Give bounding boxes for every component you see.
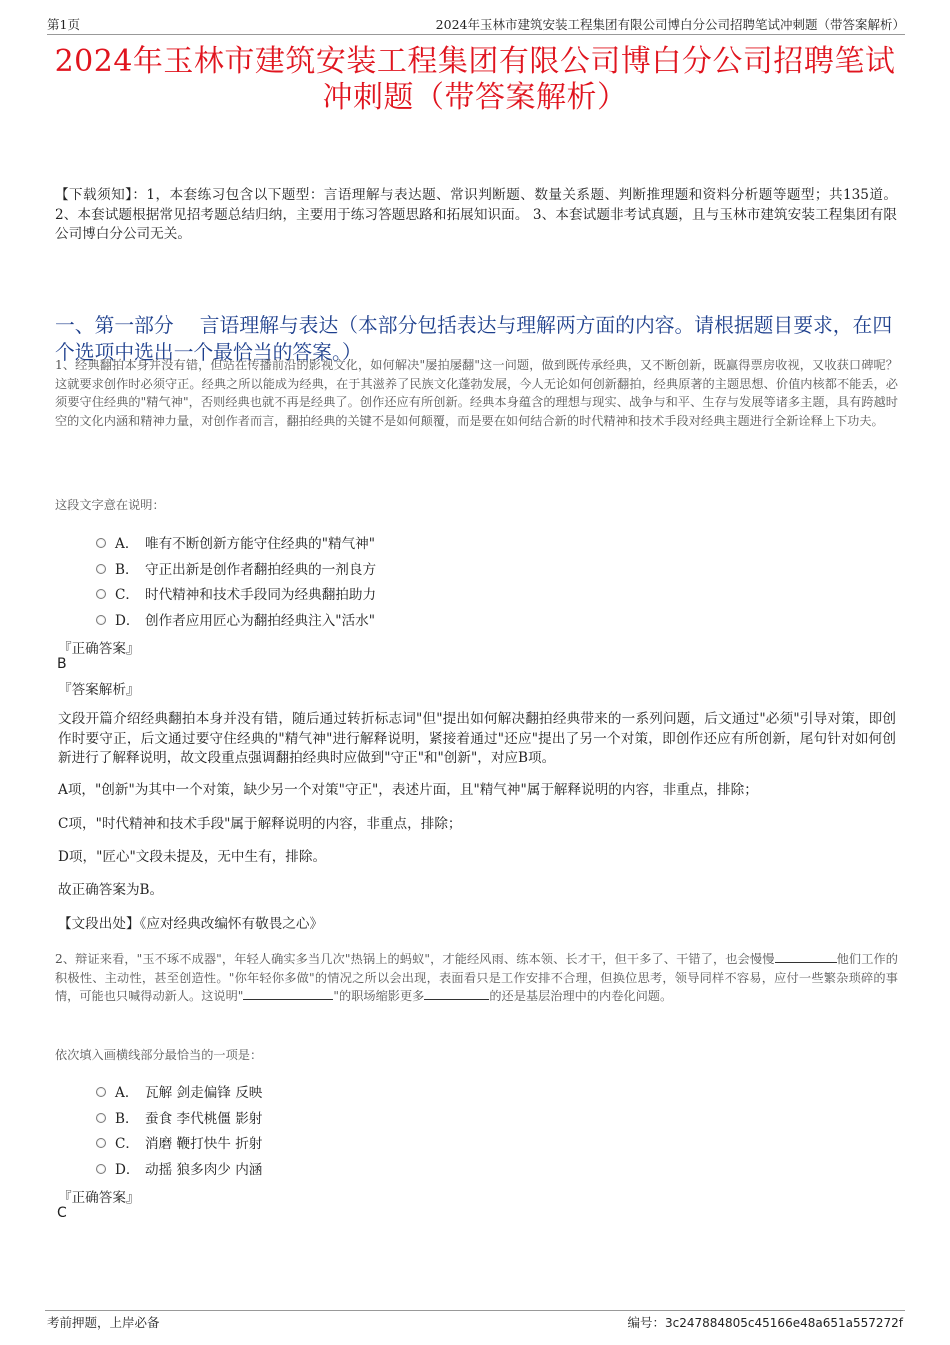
answer-label: 『正确答案』 bbox=[58, 641, 140, 657]
analysis-source: 【文段出处】《应对经典改编怀有敬畏之心》 bbox=[58, 916, 324, 932]
download-notice: 【下载须知】：1，本套练习包含以下题型：言语理解与表达题、常识判断题、数量关系题、判断推理题和资料分析题等题型；共135道。 2、本套试题根据常见招考题总结归纳，主要用于练习答题思路和拓展知识面。 3、本套试题非考试真题，且与玉林市建筑安装工程集团有限公司博白分公司无关。 bbox=[55, 187, 897, 242]
analysis-paragraph: A项，"创新"为其中一个对策，缺少另一个对策"守正"，表述片面，且"精气神"属于解释说明的内容，非重点，排除； bbox=[58, 782, 758, 798]
analysis-paragraph: D项，"匠心"文段未提及，无中生有，排除。 bbox=[58, 849, 327, 865]
footer-code: 编号：3c247884805c45166e48a651a557272f bbox=[627, 1315, 903, 1330]
footer-slogan: 考前押题，上岸必备 bbox=[47, 1315, 160, 1330]
radio-icon[interactable] bbox=[96, 538, 106, 548]
question-2-text: 2、辩证来看，"玉不琢不成器"，年轻人确实多当几次"热锅上的蚂蚁"，才能经风雨、练本领、长才干，但干多了、干错了，也会慢慢 他们工作的积极性、主动性，甚至创造性。"你年轻你多做"的情况之所以会出现，表面看只是工作安排不合理，但换位思考，领导同样不容易，应付一些繁杂琐碎的事情，可能也只喊得动新人。这说明" "的职场缩影更多 的还是基层治理中的内卷化问题。 bbox=[55, 952, 898, 1003]
fill-blank-1[interactable] bbox=[775, 950, 837, 963]
radio-icon[interactable] bbox=[96, 1113, 106, 1123]
analysis-paragraph: C项，"时代精神和技术手段"属于解释说明的内容，非重点，排除； bbox=[58, 816, 462, 832]
footer-divider bbox=[45, 1310, 905, 1311]
radio-icon[interactable] bbox=[96, 589, 106, 599]
analysis-conclusion: 故正确答案为B。 bbox=[58, 882, 164, 898]
analysis-paragraph: 文段开篇介绍经典翻拍本身并没有错，随后通过转折标志词"但"提出如何解决翻拍经典带来的一系列问题，后文通过"必须"引导对策，即创作时要守正，后文通过要守住经典的"精气神"进行解释说明，紧接着通过"还应"提出了另一个对策，即创作还应有所创新，尾句针对如何创新进行了解释说明，故文段重点强调翻拍经典时应做到"守正"和"创新"，对应B项。 bbox=[58, 711, 896, 766]
fill-blank-2[interactable] bbox=[243, 987, 333, 1000]
question-1-prompt: 这段文字意在说明： bbox=[55, 498, 165, 512]
page-header bbox=[47, 14, 905, 35]
analysis-label: 『答案解析』 bbox=[58, 682, 140, 698]
title-line-2: 冲刺题（带答案解析） bbox=[322, 80, 628, 115]
document-title bbox=[40, 44, 910, 116]
page-number: 第1页 bbox=[47, 17, 80, 32]
radio-icon[interactable] bbox=[96, 1138, 106, 1148]
document-page: 第1页 2024年玉林市建筑安装工程集团有限公司博白分公司招聘笔试冲刺题（带答案解析） 2024年玉林市建筑安装工程集团有限公司博白分公司招聘笔试 冲刺题（带答案解析） 【下载须知】：1，本套练习包含以下题型：言语理解与表达题、常识判断题、数量关系题、判断推理题和资料分析题等题型；共135道。 2、本套试题根据常见招考题总结归纳，主要用于练习答题思路和拓展知识面。 3、本套试题非考试真题，且与玉林市建筑安装工程集团有限公司博白分公司无关。 一、第一部分 言语理解与表达（本部分包括表达与理解两方面的内容。请根据题目要求，在四个选项中选出一个最恰当的答案。） 1、经典翻拍本身并没有错，但站在传播前沿的影视文化，如何解决"屡拍屡翻"这一问题，做到既传承经典，又不断创新，既赢得票房收视，又收获口碑呢？这就要求创作时必须守正。经典之所以能成为经典，在于其滋养了民族文化蓬勃发展，今人无论如何创新翻拍，经典原著的主题思想、价值内核都不能丢，必须要守住经典的"精气神"，否则经典也就不再是经典了。创作还应有所创新。经典本身蕴含的理想与现实、战争与和平、生存与发展等诸多主题，具有跨越时空的文化内涵和精神力量，对创作者而言，翻拍经典的关键不是如何颠覆，而是要在如何结合新的时代精神和技术手段对经典主题进行全新诠释上下功夫。 这段文字意在说明： A． 唯有不断创新方能守住经典的"精气神" B． 守正出新是创作者翻拍经典的一剂良方 C． 时代精神和技术手段同为经典翻拍助力 D． 创作者应用匠心为翻拍经典注入"活水" 『正确答案』 B 『答案解析』 文段开篇介绍经典翻拍本身并没有错，随后通过转折标志词"但"提出如何解决翻拍经典带来的一系列问题，后文通过"必须"引导对策，即创作时要守正，后文通过要守住经典的"精气神"进行解释说明，紧接着通过"还应"提出了另一个对策，即创作还应有所创新，尾句针对如何创新进行了解释说明，故文段重点强调翻拍经典时应做到"守正"和"创新"，对应B项。 A项，"创新"为其中一个对策，缺少另一个对策"守正"，表述片面，且"精气神"属于解释说明的内容，非重点，排除； C项，"时代精神和技术手段"属于解释说明的内容，非重点，排除； D项，"匠心"文段未提及，无中生有，排除。 故正确答案为B。 【文段出处】《应对经典改编怀有敬畏之心》 2、辩证来看，"玉不琢不成器"，年轻人确实多当几次"热锅上的蚂蚁"，才能经风雨、练本领、长才干，但干多了、干错了，也会慢慢 他们工作的积极性、主动性，甚至创造性。"你年轻你多做"的情况之所以会出现，表面看只是工作安排不合理，但换位思考，领导同样不容易，应付一些繁杂琐碎的事情，可能也只喊得动新人。这说明" "的职场缩影更多 的还是基层治理中的内卷化问题。 依次填入画横线部分最恰当的一项是： A． 瓦解 剑走偏锋 反映 B． 蚕食 李代桃僵 影射 C． 消磨 鞭打快牛 折射 D． 动摇 狼多肉少 内涵 『正确答案』 C 考前押题，上岸必备 编号：3c247884805c45166e48a651a557272f bbox=[0, 0, 950, 1345]
radio-icon[interactable] bbox=[96, 615, 106, 625]
fill-blank-3[interactable] bbox=[424, 987, 489, 1000]
title-line-1: 2024年玉林市建筑安装工程集团有限公司博白分公司招聘笔试 bbox=[54, 44, 896, 79]
section-heading: 一、第一部分 言语理解与表达（本部分包括表达与理解两方面的内容。请根据题目要求，在四个选项中选出一个最恰当的答案。） bbox=[55, 314, 893, 364]
question-1-text: 1、经典翻拍本身并没有错，但站在传播前沿的影视文化，如何解决"屡拍屡翻"这一问题，做到既传承经典，又不断创新，既赢得票房收视，又收获口碑呢？这就要求创作时必须守正。经典之所以能成为经典，在于其滋养了民族文化蓬勃发展，今人无论如何创新翻拍，经典原著的主题思想、价值内核都不能丢，必须要守住经典的"精气神"，否则经典也就不再是经典了。创作还应有所创新。经典本身蕴含的理想与现实、战争与和平、生存与发展等诸多主题，具有跨越时空的文化内涵和精神力量，对创作者而言，翻拍经典的关键不是如何颠覆，而是要在如何结合新的时代精神和技术手段对经典主题进行全新诠释上下功夫。 bbox=[55, 358, 898, 428]
radio-icon[interactable] bbox=[96, 564, 106, 574]
radio-icon[interactable] bbox=[96, 1164, 106, 1174]
answer-label: 『正确答案』 bbox=[58, 1190, 140, 1206]
answer-value: B bbox=[57, 656, 67, 672]
question-2-prompt: 依次填入画横线部分最恰当的一项是： bbox=[55, 1048, 263, 1062]
answer-value: C bbox=[57, 1205, 67, 1221]
header-title: 2024年玉林市建筑安装工程集团有限公司博白分公司招聘笔试冲刺题（带答案解析） bbox=[435, 17, 905, 32]
radio-icon[interactable] bbox=[96, 1087, 106, 1097]
